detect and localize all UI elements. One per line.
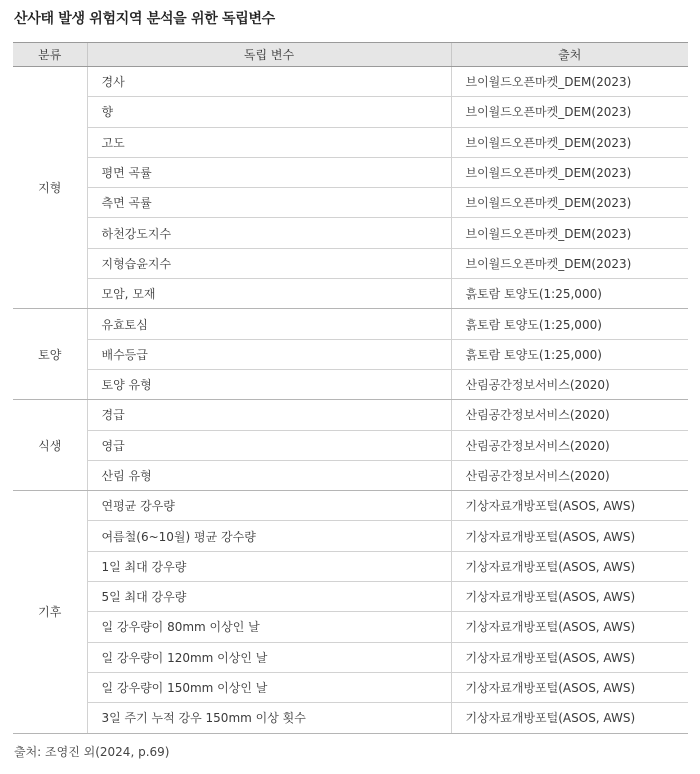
variable-cell: 3일 주기 누적 강우 150mm 이상 횟수 bbox=[87, 703, 451, 733]
table-row bbox=[13, 582, 688, 612]
table-row bbox=[13, 67, 688, 97]
variable-cell: 경사 bbox=[87, 67, 451, 97]
variable-cell: 토양 유형 bbox=[87, 369, 451, 399]
source-cell: 기상자료개방포털(ASOS, AWS) bbox=[451, 551, 688, 581]
table-row bbox=[13, 218, 688, 248]
table-row bbox=[13, 127, 688, 157]
header-variable: 독립 변수 bbox=[87, 43, 451, 67]
variable-cell: 배수등급 bbox=[87, 339, 451, 369]
variable-cell: 고도 bbox=[87, 127, 451, 157]
source-cell: 흙토람 토양도(1:25,000) bbox=[451, 309, 688, 339]
table-row bbox=[13, 521, 688, 551]
table-row bbox=[13, 400, 688, 430]
variable-cell: 1일 최대 강우량 bbox=[87, 551, 451, 581]
source-cell: 브이월드오픈마켓_DEM(2023) bbox=[451, 188, 688, 218]
category-cell: 기후 bbox=[13, 491, 87, 733]
variable-cell: 여름철(6~10월) 평균 강수량 bbox=[87, 521, 451, 551]
table-row bbox=[13, 339, 688, 369]
variable-cell: 측면 곡률 bbox=[87, 188, 451, 218]
source-cell: 브이월드오픈마켓_DEM(2023) bbox=[451, 218, 688, 248]
table-row bbox=[13, 157, 688, 187]
variables-table bbox=[13, 42, 688, 734]
source-cell: 산림공간정보서비스(2020) bbox=[451, 460, 688, 490]
table-row bbox=[13, 97, 688, 127]
table-row bbox=[13, 703, 688, 733]
variable-cell: 지형습윤지수 bbox=[87, 248, 451, 278]
table-row bbox=[13, 672, 688, 702]
variable-cell: 모암, 모재 bbox=[87, 279, 451, 309]
source-cell: 기상자료개방포털(ASOS, AWS) bbox=[451, 612, 688, 642]
table-row bbox=[13, 491, 688, 521]
variable-cell: 유효토심 bbox=[87, 309, 451, 339]
table-row bbox=[13, 460, 688, 490]
source-cell: 기상자료개방포털(ASOS, AWS) bbox=[451, 582, 688, 612]
category-cell: 토양 bbox=[13, 309, 87, 400]
source-cell: 산림공간정보서비스(2020) bbox=[451, 430, 688, 460]
variable-cell: 경급 bbox=[87, 400, 451, 430]
variable-cell: 산림 유형 bbox=[87, 460, 451, 490]
table-row bbox=[13, 642, 688, 672]
table-body bbox=[13, 67, 688, 734]
variable-cell: 연평균 강우량 bbox=[87, 491, 451, 521]
variable-cell: 하천강도지수 bbox=[87, 218, 451, 248]
source-cell: 산림공간정보서비스(2020) bbox=[451, 400, 688, 430]
source-cell: 브이월드오픈마켓_DEM(2023) bbox=[451, 97, 688, 127]
source-cell: 흙토람 토양도(1:25,000) bbox=[451, 339, 688, 369]
variable-cell: 영급 bbox=[87, 430, 451, 460]
variable-cell: 향 bbox=[87, 97, 451, 127]
table-row bbox=[13, 188, 688, 218]
header-category: 분류 bbox=[13, 43, 87, 67]
source-cell: 산림공간정보서비스(2020) bbox=[451, 369, 688, 399]
table-row bbox=[13, 369, 688, 399]
source-cell: 브이월드오픈마켓_DEM(2023) bbox=[451, 157, 688, 187]
table-row bbox=[13, 430, 688, 460]
variables-table-container bbox=[13, 42, 688, 734]
table-header-row bbox=[13, 43, 688, 67]
category-cell: 식생 bbox=[13, 400, 87, 491]
variable-cell: 5일 최대 강우량 bbox=[87, 582, 451, 612]
source-cell: 기상자료개방포털(ASOS, AWS) bbox=[451, 672, 688, 702]
header-source: 출처 bbox=[451, 43, 688, 67]
source-cell: 브이월드오픈마켓_DEM(2023) bbox=[451, 127, 688, 157]
source-footnote: 출처: 조영진 외(2024, p.69) bbox=[14, 745, 170, 759]
source-cell: 기상자료개방포털(ASOS, AWS) bbox=[451, 703, 688, 733]
variable-cell: 일 강우량이 120mm 이상인 날 bbox=[87, 642, 451, 672]
table-row bbox=[13, 309, 688, 339]
table-row bbox=[13, 279, 688, 309]
table-row bbox=[13, 551, 688, 581]
category-cell: 지형 bbox=[13, 67, 87, 309]
source-cell: 기상자료개방포털(ASOS, AWS) bbox=[451, 521, 688, 551]
source-cell: 브이월드오픈마켓_DEM(2023) bbox=[451, 67, 688, 97]
variable-cell: 일 강우량이 150mm 이상인 날 bbox=[87, 672, 451, 702]
source-cell: 기상자료개방포털(ASOS, AWS) bbox=[451, 642, 688, 672]
source-cell: 흙토람 토양도(1:25,000) bbox=[451, 279, 688, 309]
table-title: 산사태 발생 위험지역 분석을 위한 독립변수 bbox=[14, 11, 275, 27]
table-row bbox=[13, 612, 688, 642]
source-cell: 기상자료개방포털(ASOS, AWS) bbox=[451, 491, 688, 521]
variable-cell: 일 강우량이 80mm 이상인 날 bbox=[87, 612, 451, 642]
source-cell: 브이월드오픈마켓_DEM(2023) bbox=[451, 248, 688, 278]
variable-cell: 평면 곡률 bbox=[87, 157, 451, 187]
table-row bbox=[13, 248, 688, 278]
